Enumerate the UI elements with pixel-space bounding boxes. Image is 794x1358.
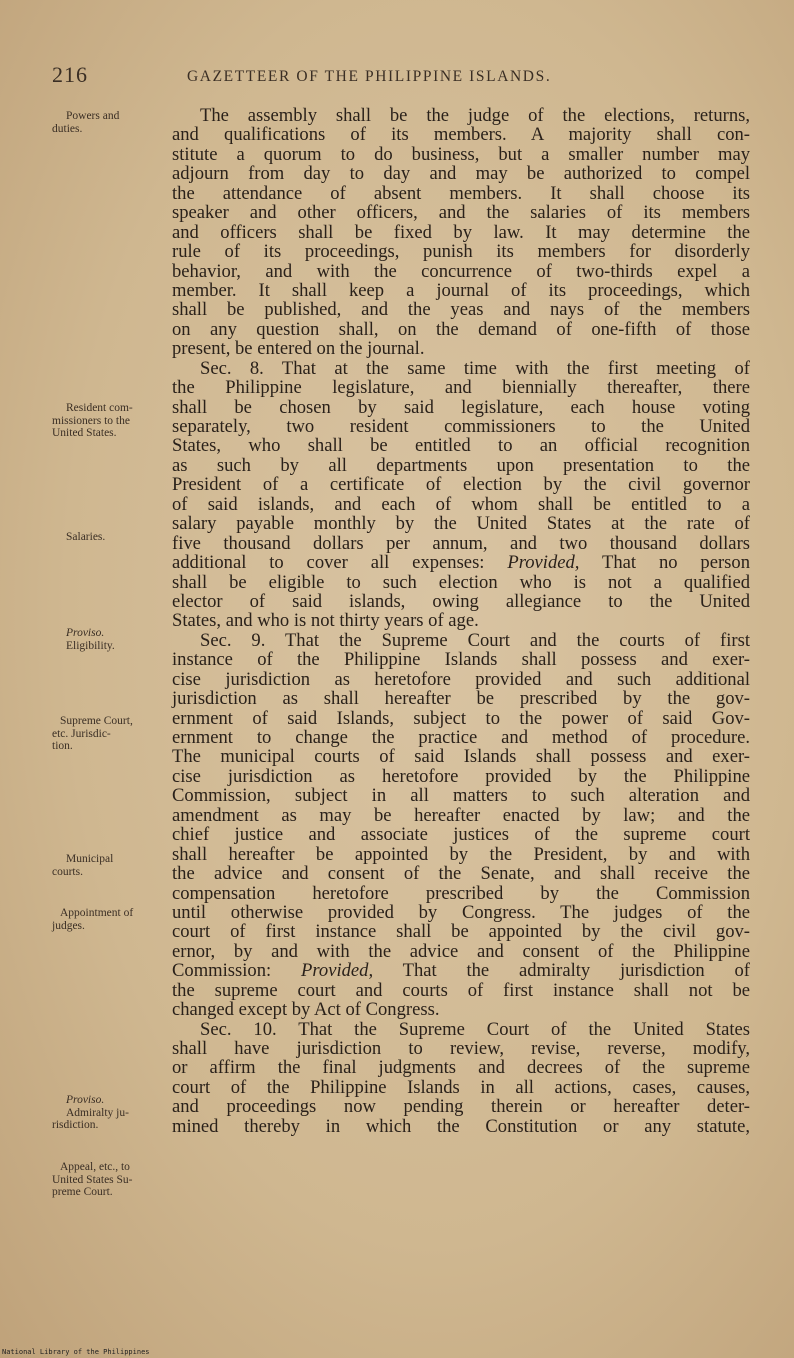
text-line: shall be eligible to such election who is not a qualified: [172, 571, 750, 593]
margin-note-salaries: Salaries.: [66, 531, 106, 543]
text-line: Commission, subject in all matters to such alteration and: [172, 785, 750, 807]
running-head: GAZETTEER OF THE PHILIPPINE ISLANDS.: [187, 68, 552, 85]
text-line: The municipal courts of said Islands shall possess and exer-: [172, 746, 750, 768]
text-line: chief justice and associate justices of the supreme court: [172, 824, 750, 846]
text-line: cise jurisdiction as heretofore provided and such additional: [172, 668, 750, 690]
margin-note-proviso-eligibility: Proviso. Eligibility.: [66, 627, 115, 652]
text-line: member. It shall keep a journal of its proceedings, which: [172, 279, 750, 301]
text-line: Sec. 9. That the Supreme Court and the courts of first: [200, 629, 750, 651]
text-line: rule of its proceedings, punish its members for disorderly: [172, 241, 750, 263]
text-line: President of a certificate of election by the civil governor: [172, 474, 750, 496]
margin-note-appeal: Appeal, etc., to United States Su- preme Court.: [52, 1161, 133, 1198]
text-line: and qualifications of its members. A majority shall con-: [172, 124, 750, 146]
text-line: ernment of said Islands, subject to the power of said Gov-: [172, 707, 750, 729]
text-line: The assembly shall be the judge of the elections, returns,: [200, 105, 750, 126]
text-line: States, and who is not thirty years of age.: [172, 610, 479, 632]
text-line: Sec. 10. That the Supreme Court of the United States: [200, 1018, 750, 1040]
text-line: mined thereby in which the Constitution or any statute,: [172, 1115, 750, 1137]
margin-note-appointment-judges: Appointment of judges.: [52, 907, 134, 932]
text-line-with-proviso: additional to cover all expenses: Provided, That no person: [172, 552, 750, 574]
text-line: amendment as may be hereafter enacted by law; and the: [172, 804, 750, 826]
text-line: changed except by Act of Congress.: [172, 999, 440, 1021]
text-line: ernment to change the practice and method of procedure.: [172, 727, 750, 748]
text-line: stitute a quorum to do business, but a smaller number may: [172, 143, 750, 165]
text-line: compensation heretofore prescribed by the Commission: [172, 882, 750, 904]
text-line: separately, two resident commissioners to the United: [172, 416, 750, 437]
text-line: Sec. 8. That at the same time with the first meeting of: [200, 357, 750, 379]
text-line: and proceedings now pending therein or hereafter deter-: [172, 1096, 750, 1118]
library-footer: National Library of the Philippines: [2, 1348, 150, 1356]
text-line-with-proviso: Commission: Provided, That the admiralty jurisdiction of: [172, 960, 750, 982]
page-header: [52, 62, 752, 92]
text-line: or affirm the final judgments and decrees of the supreme: [172, 1057, 750, 1079]
text-line: adjourn from day to day and may be authorized to compel: [172, 163, 750, 185]
text-line: cise jurisdiction as heretofore provided by the Philippine: [172, 765, 750, 787]
text-line: and officers shall be fixed by law. It may determine the: [172, 221, 750, 243]
text-line: behavior, and with the concurrence of two-thirds expel a: [172, 260, 750, 282]
text-line: States, who shall be entitled to an official recognition: [172, 435, 750, 457]
page-number: 216: [52, 62, 88, 87]
text-line: jurisdiction as shall hereafter be prescribed by the gov-: [172, 688, 750, 710]
text-line: court of the Philippine Islands in all actions, cases, causes,: [172, 1076, 750, 1098]
margin-note-supreme-court: Supreme Court, etc. Jurisdic- tion.: [52, 715, 133, 752]
text-line: elector of said islands, owing allegiance to the United: [172, 590, 750, 612]
text-line: five thousand dollars per annum, and two thousand dollars: [172, 532, 750, 554]
text-line: as such by all departments upon presentation to the: [172, 454, 750, 476]
margin-note-proviso-admiralty: Proviso. Admiralty ju- risdiction.: [52, 1094, 129, 1131]
text-line: shall be published, and the yeas and nays of the members: [172, 299, 750, 321]
text-line: shall be chosen by said legislature, each house voting: [172, 396, 750, 418]
text-line: the advice and consent of the Senate, and shall receive the: [172, 863, 750, 885]
text-line: present, be entered on the journal.: [172, 338, 425, 360]
margin-note-municipal-courts: Municipal courts.: [52, 853, 114, 878]
body-text: [172, 106, 750, 1136]
text-line: on any question shall, on the demand of one-fifth of those: [172, 318, 750, 340]
text-line: court of first instance shall be appointed by the civil gov-: [172, 921, 750, 943]
text-line: salary payable monthly by the United States at the rate of: [172, 513, 750, 535]
text-line: ernor, by and with the advice and consent of the Philippine: [172, 940, 750, 962]
text-line: instance of the Philippine Islands shall possess and exer-: [172, 649, 750, 671]
text-line: until otherwise provided by Congress. The judges of the: [172, 901, 750, 923]
text-line: of said islands, and each of whom shall be entitled to a: [172, 493, 750, 515]
margin-note-resident-commissioners: Resident com- missioners to the United States.: [52, 402, 133, 439]
text-line: the supreme court and courts of first instance shall not be: [172, 979, 750, 1001]
margin-note-powers: Powers and duties.: [52, 110, 120, 135]
text-line: the attendance of absent members. It shall choose its: [172, 182, 750, 204]
text-line: shall have jurisdiction to review, revise, reverse, modify,: [172, 1038, 750, 1059]
text-line: speaker and other officers, and the salaries of its members: [172, 202, 750, 224]
text-line: shall hereafter be appointed by the President, by and with: [172, 843, 750, 865]
text-line: the Philippine legislature, and biennially thereafter, there: [172, 377, 750, 399]
